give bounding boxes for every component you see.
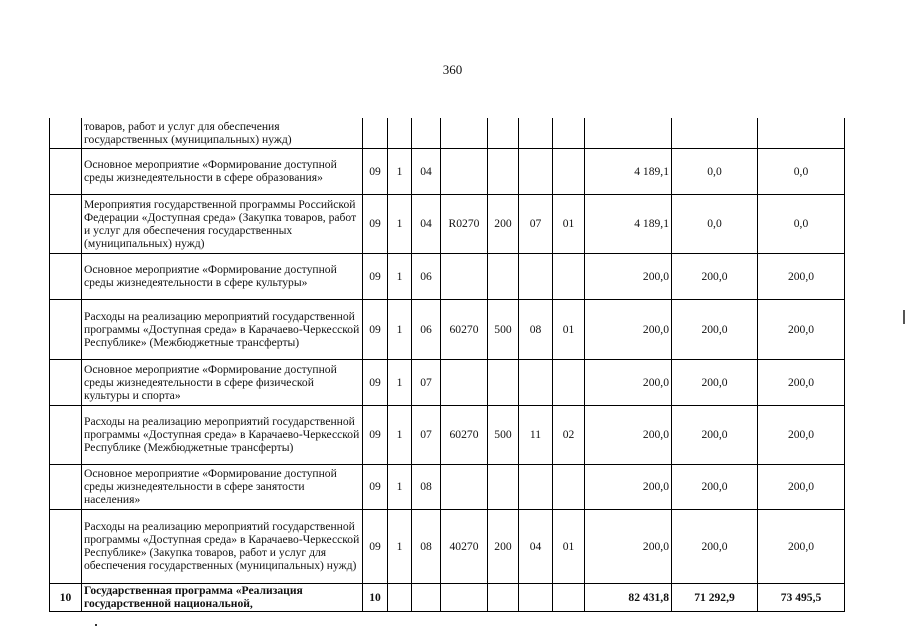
amount-year-1: 4 189,1 [585, 194, 672, 253]
code-subsection: 01 [553, 299, 585, 359]
code-sub: 1 [388, 509, 412, 583]
amount-year-3: 200,0 [758, 405, 845, 464]
code-expense-type [488, 583, 519, 611]
page-number: 360 [442, 62, 463, 77]
table-row [50, 253, 845, 299]
code-sub: 1 [388, 194, 412, 253]
code-gp: 09 [363, 509, 388, 583]
row-number [50, 509, 82, 583]
code-event: 06 [412, 299, 441, 359]
code-expense-type [488, 253, 519, 299]
amount-year-3: 200,0 [758, 253, 845, 299]
row-description: Основное мероприятие «Формирование доступной среды жизнедеятельности в сфере занятости населения» [82, 464, 363, 509]
amount-year-2: 0,0 [672, 194, 758, 253]
amount-year-1 [585, 118, 672, 148]
code-subsection [553, 118, 585, 148]
amount-year-3: 73 495,5 [758, 583, 845, 611]
amount-year-1: 82 431,8 [585, 583, 672, 611]
amount-year-3: 200,0 [758, 359, 845, 405]
amount-year-2: 71 292,9 [672, 583, 758, 611]
code-gp: 09 [363, 148, 388, 194]
code-gp: 09 [363, 194, 388, 253]
row-number [50, 299, 82, 359]
code-event [412, 118, 441, 148]
code-expense-type [488, 118, 519, 148]
row-number [50, 194, 82, 253]
row-description: Расходы на реализацию мероприятий государственной программы «Доступная среда» в Карачаево-Черкесской Республике (Межбюджетные трансферты) [82, 405, 363, 464]
code-expense-type: 200 [488, 194, 519, 253]
code-target: 40270 [441, 509, 488, 583]
table-row [50, 194, 845, 253]
code-event [412, 583, 441, 611]
row-number: 10 [50, 583, 82, 611]
row-description: товаров, работ и услуг для обеспечения государственных (муниципальных) нужд) [82, 118, 363, 148]
code-gp [363, 118, 388, 148]
code-gp: 09 [363, 299, 388, 359]
amount-year-3: 0,0 [758, 194, 845, 253]
amount-year-1: 200,0 [585, 509, 672, 583]
code-expense-type: 500 [488, 299, 519, 359]
code-section [519, 583, 553, 611]
table-row [50, 464, 845, 509]
amount-year-3: 0,0 [758, 148, 845, 194]
row-number [50, 148, 82, 194]
code-section: 07 [519, 194, 553, 253]
amount-year-2: 200,0 [672, 405, 758, 464]
code-target: 60270 [441, 405, 488, 464]
budget-table [49, 118, 845, 612]
code-subsection: 02 [553, 405, 585, 464]
row-description: Расходы на реализацию мероприятий государственной программы «Доступная среда» в Карачаево-Черкесской Республике» (Межбюджетные трансферты) [82, 299, 363, 359]
code-event: 06 [412, 253, 441, 299]
code-section: 08 [519, 299, 553, 359]
code-section [519, 359, 553, 405]
code-target [441, 464, 488, 509]
code-event: 08 [412, 509, 441, 583]
code-sub: 1 [388, 253, 412, 299]
code-target [441, 118, 488, 148]
amount-year-2: 0,0 [672, 148, 758, 194]
row-number [50, 359, 82, 405]
code-gp: 10 [363, 583, 388, 611]
amount-year-1: 4 189,1 [585, 148, 672, 194]
code-gp: 09 [363, 405, 388, 464]
code-sub [388, 118, 412, 148]
amount-year-2: 200,0 [672, 299, 758, 359]
code-sub: 1 [388, 148, 412, 194]
code-section [519, 118, 553, 148]
amount-year-1: 200,0 [585, 359, 672, 405]
amount-year-3: 200,0 [758, 464, 845, 509]
code-gp: 09 [363, 253, 388, 299]
code-sub: 1 [388, 464, 412, 509]
code-event: 04 [412, 194, 441, 253]
row-number [50, 118, 82, 148]
row-description: Государственная программа «Реализация государственной национальной, [82, 583, 363, 611]
table-row [50, 405, 845, 464]
row-description: Основное мероприятие «Формирование доступной среды жизнедеятельности в сфере образования» [82, 148, 363, 194]
code-section [519, 464, 553, 509]
code-sub: 1 [388, 405, 412, 464]
code-section: 11 [519, 405, 553, 464]
code-expense-type [488, 148, 519, 194]
amount-year-2: 200,0 [672, 253, 758, 299]
row-description: Основное мероприятие «Формирование доступной среды жизнедеятельности в сфере культуры» [82, 253, 363, 299]
row-description: Расходы на реализацию мероприятий государственной программы «Доступная среда» в Карачаево-Черкесской Республике» (Закупка товаров, работ и услуг для обеспечения государственных (муниципальных) нужд) [82, 509, 363, 583]
code-target [441, 583, 488, 611]
code-target [441, 253, 488, 299]
code-expense-type: 200 [488, 509, 519, 583]
amount-year-1: 200,0 [585, 464, 672, 509]
amount-year-1: 200,0 [585, 405, 672, 464]
code-event: 07 [412, 405, 441, 464]
scan-dot [95, 624, 97, 626]
code-subsection [553, 253, 585, 299]
table-row [50, 509, 845, 583]
code-section [519, 253, 553, 299]
code-subsection: 01 [553, 509, 585, 583]
amount-year-3: 200,0 [758, 509, 845, 583]
row-description: Мероприятия государственной программы Российской Федерации «Доступная среда» (Закупка товаров, работ и услуг для обеспечения государственных (муниципальных) нужд) [82, 194, 363, 253]
code-subsection [553, 583, 585, 611]
code-subsection [553, 148, 585, 194]
table-row [50, 148, 845, 194]
code-event: 08 [412, 464, 441, 509]
code-expense-type: 500 [488, 405, 519, 464]
row-description: Основное мероприятие «Формирование доступной среды жизнедеятельности в сфере физической культуры и спорта» [82, 359, 363, 405]
amount-year-1: 200,0 [585, 299, 672, 359]
code-sub: 1 [388, 299, 412, 359]
row-number [50, 464, 82, 509]
code-gp: 09 [363, 464, 388, 509]
amount-year-2: 200,0 [672, 509, 758, 583]
code-subsection: 01 [553, 194, 585, 253]
code-target [441, 148, 488, 194]
code-subsection [553, 359, 585, 405]
code-subsection [553, 464, 585, 509]
table-row [50, 299, 845, 359]
code-target [441, 359, 488, 405]
amount-year-2: 200,0 [672, 464, 758, 509]
table-row [50, 118, 845, 148]
amount-year-2 [672, 118, 758, 148]
amount-year-1: 200,0 [585, 253, 672, 299]
row-number [50, 253, 82, 299]
code-expense-type [488, 359, 519, 405]
amount-year-2: 200,0 [672, 359, 758, 405]
code-event: 04 [412, 148, 441, 194]
code-section: 04 [519, 509, 553, 583]
amount-year-3 [758, 118, 845, 148]
code-target: R0270 [441, 194, 488, 253]
row-number [50, 405, 82, 464]
code-target: 60270 [441, 299, 488, 359]
code-expense-type [488, 464, 519, 509]
code-gp: 09 [363, 359, 388, 405]
code-section [519, 148, 553, 194]
code-sub: 1 [388, 359, 412, 405]
code-event: 07 [412, 359, 441, 405]
table-row [50, 583, 845, 611]
code-sub [388, 583, 412, 611]
table-row [50, 359, 845, 405]
amount-year-3: 200,0 [758, 299, 845, 359]
